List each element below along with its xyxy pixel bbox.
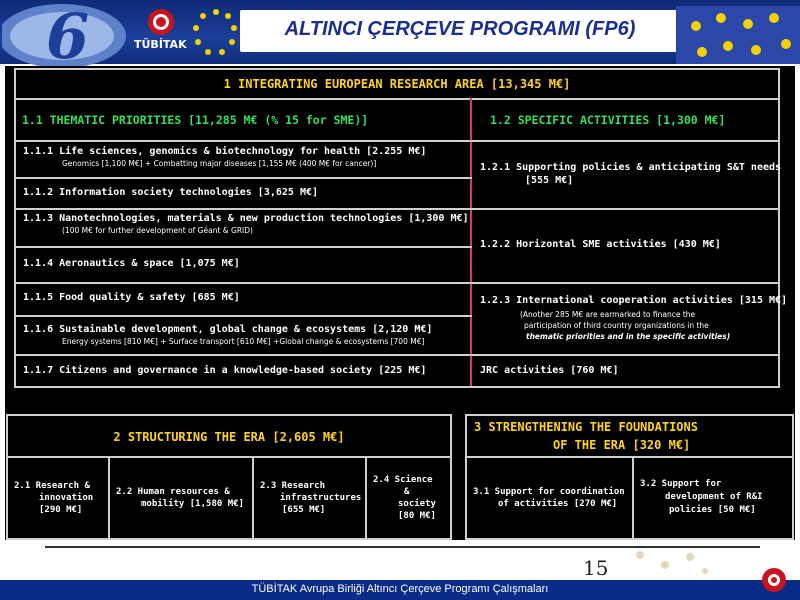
item-1-2-1-amount: [555 M€] xyxy=(525,175,574,186)
divider xyxy=(365,456,367,540)
divider xyxy=(6,456,452,458)
divider xyxy=(14,177,472,179)
section2-title: 2 STRUCTURING THE ERA [2,605 M€] xyxy=(113,430,345,444)
item-1-2-3-note: thematic priorities and in the specific activities) xyxy=(526,332,731,341)
item-2-3: [655 M€] xyxy=(282,505,326,515)
item-2-2: mobility [1,580 M€] xyxy=(141,499,244,509)
item-1-1-6-note: Energy systems [810 M€] + Surface transport [610 M€] +Global change & ecosystems [700 M€] xyxy=(62,337,425,346)
item-1-1-3-note: (100 M€ for further development of Géant & GRID) xyxy=(62,226,253,235)
item-2-4: society xyxy=(398,499,436,509)
tubitak-label: TÜBİTAK xyxy=(134,38,187,51)
divider xyxy=(252,456,254,540)
item-2-1: innovation xyxy=(39,493,94,503)
item-1-1-6: 1.1.6 Sustainable development, global change & ecosystems [2,120 M€] xyxy=(23,324,433,335)
fp6-logo-number: 6 xyxy=(46,0,90,66)
fp6-logo-icon xyxy=(2,0,130,66)
divider xyxy=(465,456,794,458)
item-2-1: [290 M€] xyxy=(39,505,83,515)
item-1-2-3: 1.2.3 International cooperation activities [315 M€] xyxy=(480,295,788,306)
item-1-2-3-note: (Another 285 M€ are earmarked to finance the xyxy=(520,310,696,319)
tubitak-footer-logo-icon xyxy=(758,566,790,596)
item-1-1-1: 1.1.1 Life sciences, genomics & biotechnology for health [2.255 M€] xyxy=(23,146,427,157)
item-2-2: 2.2 Human resources & xyxy=(116,487,230,497)
item-2-3: 2.3 Research xyxy=(260,481,326,491)
item-2-4: & xyxy=(404,487,410,497)
item-1-1-1-note: Genomics [1,100 M€] + Combatting major diseases [1,155 M€ (400 M€ for cancer)] xyxy=(62,159,377,168)
item-1-2-3-note: participation of third country organizations in the xyxy=(524,321,709,330)
item-1-1-3: 1.1.3 Nanotechnologies, materials & new production technologies [1,300 M€] xyxy=(23,213,469,224)
item-1-2-1: 1.2.1 Supporting policies & anticipating S&T needs xyxy=(480,162,782,173)
footer-divider xyxy=(45,546,760,548)
item-2-3: infrastructures xyxy=(280,493,362,503)
jrc-activities: JRC activities [760 M€] xyxy=(480,365,619,376)
item-2-1: 2.1 Research & xyxy=(14,481,90,491)
divider xyxy=(14,98,780,100)
item-1-1-2: 1.1.2 Information society technologies [3,625 M€] xyxy=(23,187,319,198)
item-1-1-4: 1.1.4 Aeronautics & space [1,075 M€] xyxy=(23,258,240,269)
item-1-2-2: 1.2.2 Horizontal SME activities [430 M€] xyxy=(480,239,721,250)
thematic-priorities-header: 1.1 THEMATIC PRIORITIES [11,285 M€ (% 15 for SME)] xyxy=(22,113,369,127)
divider xyxy=(14,246,472,248)
section3-title: 3 STRENGTHENING THE FOUNDATIONS xyxy=(474,420,698,434)
item-1-1-7: 1.1.7 Citizens and governance in a knowledge-based society [225 M€] xyxy=(23,365,427,376)
tubitak-logo-icon xyxy=(132,4,190,60)
item-3-1: of activities [270 M€] xyxy=(498,499,618,509)
divider xyxy=(14,315,472,317)
page-title: ALTINCI ÇERÇEVE PROGRAMI (FP6) xyxy=(284,18,636,40)
item-2-4: 2.4 Science xyxy=(373,475,433,485)
item-3-1: 3.1 Support for coordination xyxy=(473,487,625,497)
divider xyxy=(14,282,780,284)
page-number: 15 xyxy=(583,556,609,580)
eu-flag-icon xyxy=(676,6,800,64)
section3-title: OF THE ERA [320 M€] xyxy=(553,438,691,452)
divider xyxy=(632,456,634,540)
item-1-1-5: 1.1.5 Food quality & safety [685 M€] xyxy=(23,292,240,303)
item-2-4: [80 M€] xyxy=(398,511,436,521)
divider xyxy=(14,208,780,210)
divider xyxy=(108,456,110,540)
specific-activities-header: 1.2 SPECIFIC ACTIVITIES [1,300 M€] xyxy=(490,113,726,127)
item-3-2: 3.2 Support for xyxy=(640,479,722,489)
divider xyxy=(14,354,780,356)
footer-text: TÜBİTAK Avrupa Birliği Altıncı Çerçeve Programı Çalışmaları xyxy=(251,583,549,595)
item-3-2: development of R&I xyxy=(665,492,763,502)
section1-title: 1 INTEGRATING EUROPEAN RESEARCH AREA [13,345 M€] xyxy=(223,77,571,91)
item-3-2: policies [50 M€] xyxy=(669,505,756,515)
decorative-stars-icon xyxy=(620,535,720,580)
divider xyxy=(14,140,780,142)
eu-stars-icon xyxy=(188,4,244,60)
